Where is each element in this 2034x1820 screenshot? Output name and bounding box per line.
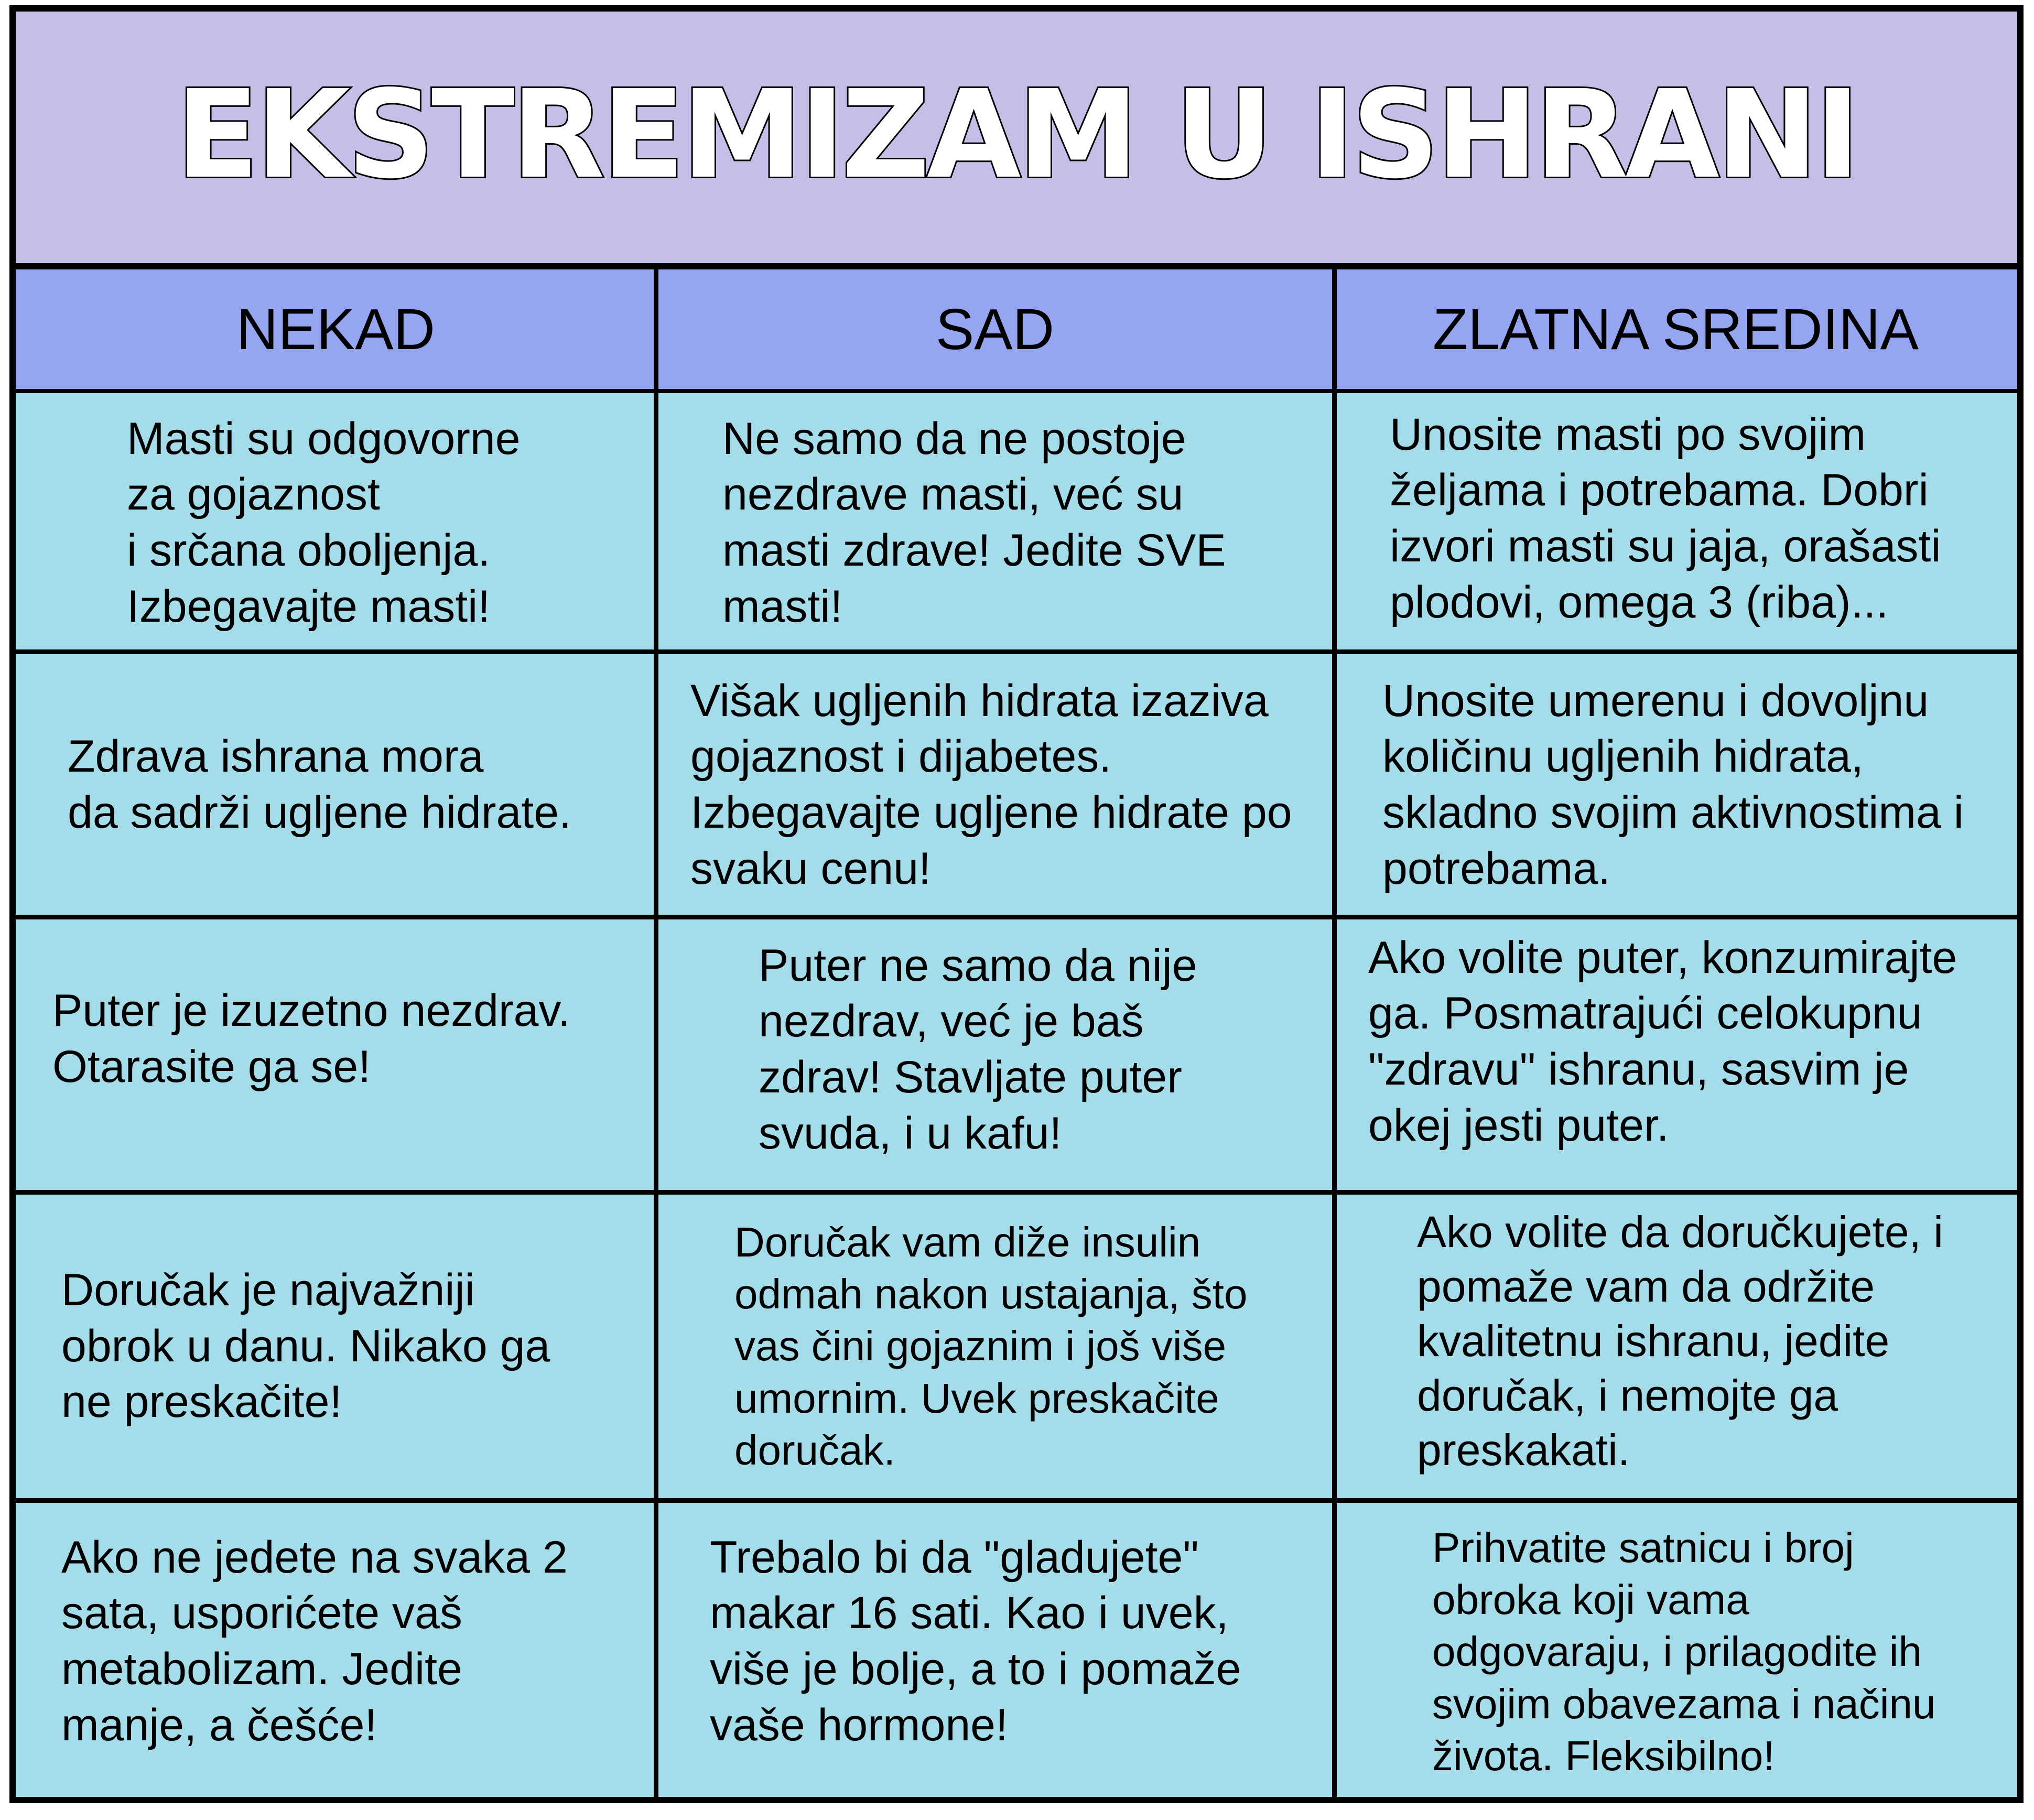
title-bar [16, 12, 2017, 269]
cell-sad-5: Trebalo bi da "gladujete" makar 16 sati. Kao i uvek, više je bolje, a to i pomaže vaše hormone! [710, 1532, 1241, 1750]
cell-nekad-3: Puter je izuzetno nezdrav. Otarasite ga se! [52, 985, 570, 1092]
page-title: EKSTREMIZAM U ISHRANI [176, 64, 1857, 205]
cell-zlatna-sredina-3: Ako volite puter, konzumirajte ga. Posmatrajući celokupnu "zdravu" ishranu, sasvim je okej jesti puter. [1368, 932, 1957, 1151]
cell-zlatna-sredina-4: Ako volite da doručkujete, i pomaže vam da održite kvalitetnu ishranu, jedite doručak, i nemojte ga preskakati. [1417, 1207, 1943, 1475]
cell-sad-3: Puter ne samo da nije nezdrav, već je baš zdrav! Stavljate puter svuda, i u kafu! [759, 940, 1197, 1158]
cell-sad-4: Doručak vam diže insulin odmah nakon ustajanja, što vas čini gojaznim i još više umornim. Uvek preskačite doručak. [734, 1219, 1248, 1474]
cell-zlatna-sredina-1: Unosite masti po svojim željama i potrebama. Dobri izvori masti su jaja, orašasti plodovi, omega 3 (riba)... [1390, 409, 1941, 627]
cell-sad-1: Ne samo da ne postoje nezdrave masti, već su masti zdrave! Jedite SVE masti! [722, 413, 1226, 632]
cell-nekad-4: Doručak je najvažniji obrok u danu. Nikako ga ne preskačite! [61, 1265, 550, 1427]
cell-zlatna-sredina-5: Prihvatite satnicu i broj obroka koji vama odgovaraju, i prilagodite ih svojim obavezama i načinu života. Fleksibilno! [1432, 1524, 1936, 1779]
row-divider-4 [16, 1498, 2017, 1503]
column-divider-2 [1332, 269, 1337, 1803]
cell-nekad-1: Masti su odgovorne za gojaznost i srčana oboljenja. Izbegavajte masti! [127, 413, 521, 632]
row-divider-2 [16, 915, 2017, 919]
cell-sad-2: Višak ugljenih hidrata izaziva gojaznost i dijabetes. Izbegavajte ugljene hidrate po svaku cenu! [690, 675, 1292, 894]
cell-nekad-5: Ako ne jedete na svaka 2 sata, usporićete vaš metabolizam. Jedite manje, a češće! [61, 1532, 568, 1750]
diet-extremism-table [9, 5, 2024, 1803]
row-divider-1 [16, 649, 2017, 654]
column-header-nekad: NEKAD [16, 269, 656, 393]
cell-nekad-2: Zdrava ishrana mora da sadrži ugljene hidrate. [68, 731, 571, 838]
column-header-sad: SAD [656, 269, 1334, 393]
row-divider-3 [16, 1190, 2017, 1195]
column-header-zlatna-sredina: ZLATNA SREDINA [1334, 269, 2017, 393]
cell-zlatna-sredina-2: Unosite umerenu i dovoljnu količinu ugljenih hidrata, skladno svojim aktivnostima i potrebama. [1382, 675, 1964, 894]
column-divider-1 [654, 269, 658, 1803]
